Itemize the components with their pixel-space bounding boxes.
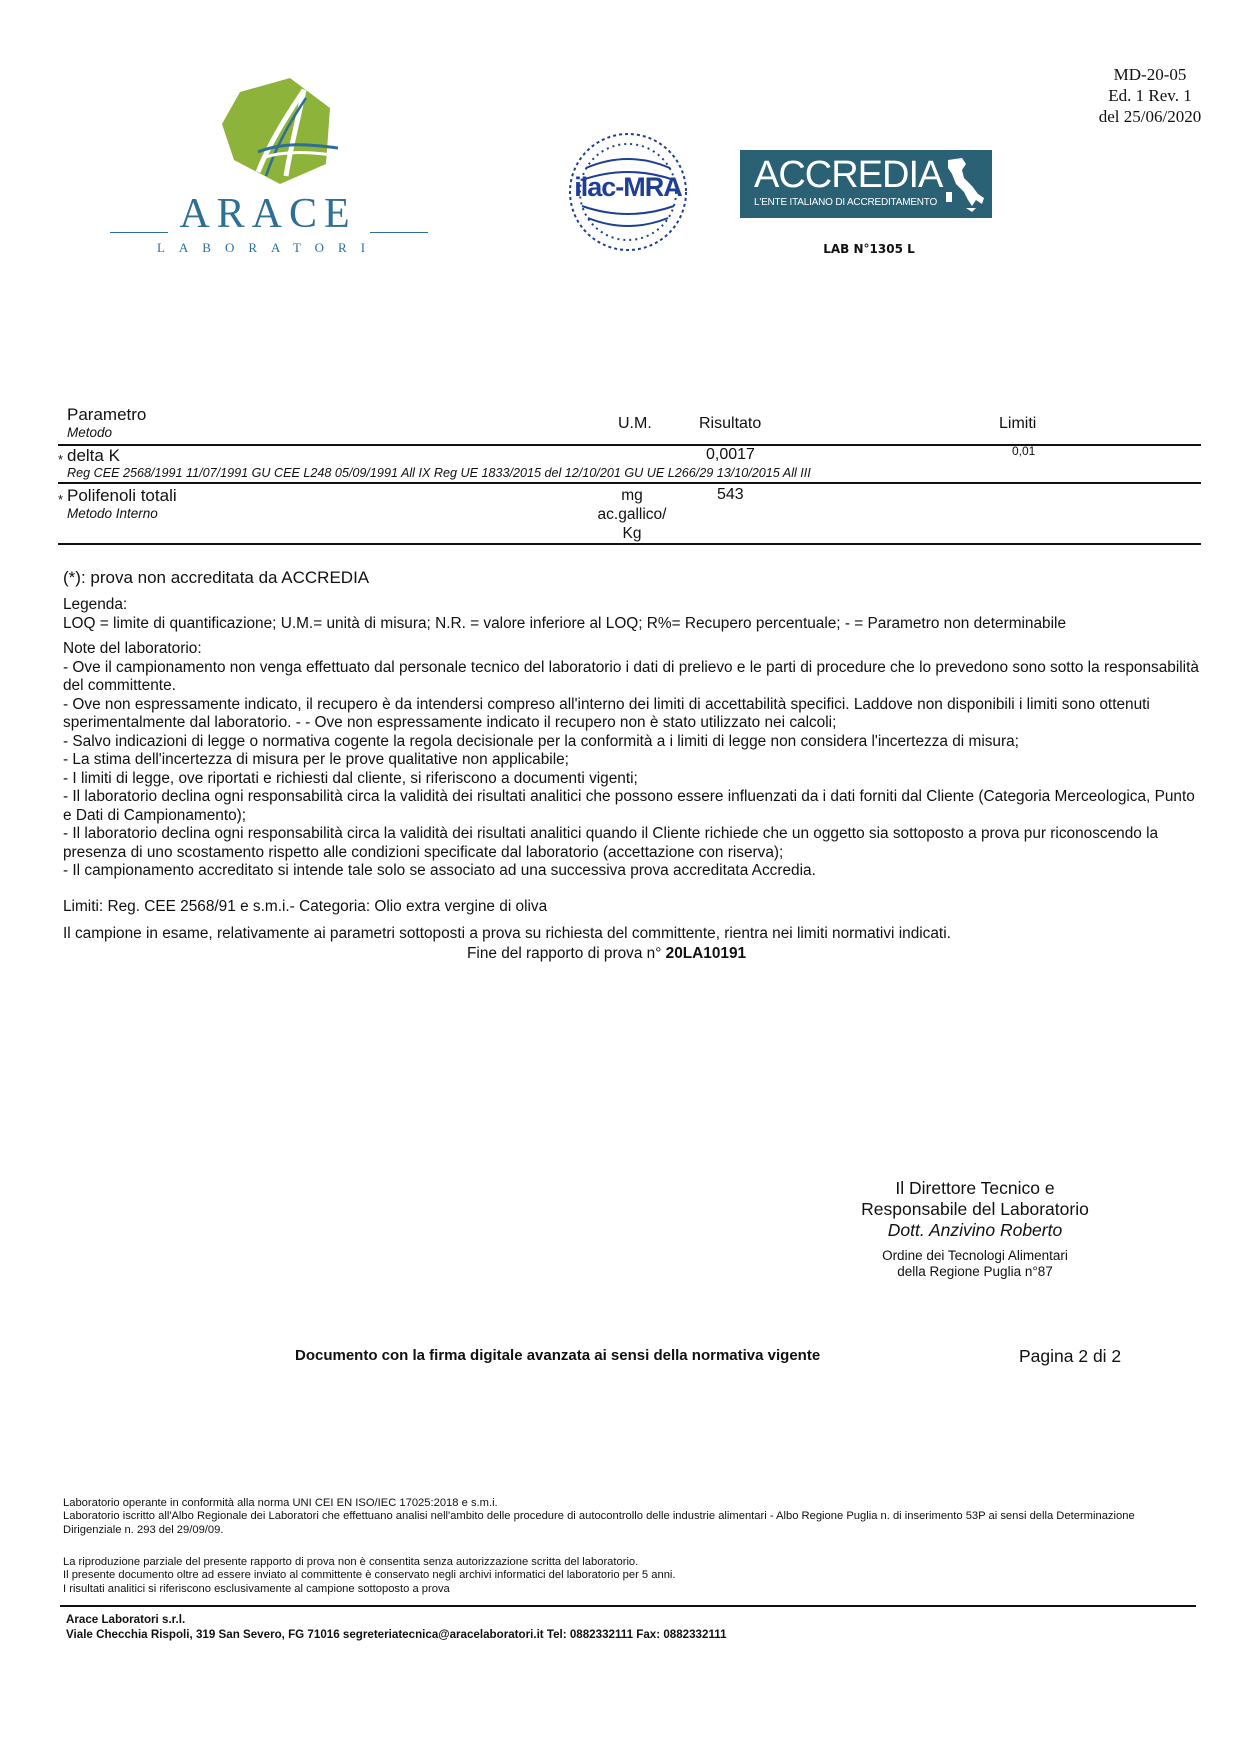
unit-of-measure (580, 486, 684, 543)
end-report-label: Fine del rapporto di prova n° (467, 945, 662, 962)
method-text: Reg CEE 2568/1991 11/07/1991 GU CEE L248 05/09/1991 All IX Reg UE 1833/2015 del 12/10/201 GU UE L266/29 13/10/2015 All III (67, 466, 811, 480)
result-value: 543 (717, 486, 744, 503)
header-um: U.M. (618, 415, 652, 432)
limits-line: Limiti: Reg. CEE 2568/91 e s.m.i.- Categoria: Olio extra vergine di oliva (63, 898, 548, 915)
company-address: Viale Checchia Rispoli, 319 San Severo, FG 71016 segreteriatecnica@aracelaboratori.it Tel: 0882332111 Fax: 0882332111 (66, 1628, 727, 1641)
ilac-mra-logo (566, 130, 690, 254)
legend (63, 596, 1203, 633)
accredia-tagline: L'ENTE ITALIANO DI ACCREDITAMENTO (754, 197, 938, 208)
footer-rule (60, 1605, 1196, 1607)
param-name: delta K (67, 446, 120, 465)
signatory-name: Dott. Anzivino Roberto (887, 1220, 1063, 1240)
arace-brand-name: ARACE (179, 191, 357, 237)
italy-map-icon (942, 156, 986, 214)
signature-role-line: Il Direttore Tecnico e (895, 1178, 1055, 1198)
arace-hexagon-icon (108, 72, 428, 190)
footer-line: Laboratorio iscritto all'Albo Regionale dei Laboratori che effettuano analisi nell'ambito delle procedure di autocontrollo delle industrie alimentari - Albo Regione Puglia n. di inserimento 53P ai sensi della Determinazione Dirigenziale n. 293 del 29/09/09. (63, 1510, 1135, 1536)
header-risultato: Risultato (699, 415, 762, 432)
lab-note-item: - Ove non espressamente indicato, il recupero è da intendersi compreso all'interno dei limiti di accettabilità specifici. Laddove non disponibili i limiti sono ottenuti sperimentalmente dal laboratorio. - - Ove non espressamente indicato il recupero non è stato utilizzato nei calcoli; (63, 695, 1150, 731)
param-name: Polifenoli totali (67, 486, 177, 505)
company-name: Arace Laboratori s.r.l. (66, 1613, 186, 1626)
footer-line: I risultati analitici si riferiscono esclusivamente al campione sottoposto a prova (63, 1582, 450, 1595)
report-number: 20LA10191 (665, 945, 747, 962)
lab-note-item: - Il campionamento accreditato si intende tale solo se associato ad una successiva prova accreditata Accredia. (63, 862, 816, 879)
arace-logo (108, 72, 428, 272)
footer-line: La riproduzione parziale del presente rapporto di prova non è consentita senza autorizzazione scritta del laboratorio. (63, 1556, 639, 1568)
header-limiti: Limiti (999, 415, 1037, 432)
signature-block (825, 1178, 1125, 1280)
header-parametro: Parametro (67, 405, 147, 424)
lab-note-item: - Salvo indicazioni di legge o normativa cogente la regola decisionale per la conformità a i limiti di legge non considera l'incertezza di misura; (63, 732, 1019, 750)
footer-company (66, 1612, 727, 1642)
unit-line: ac.gallico/ (597, 506, 667, 523)
limit-value: 0,01 (1012, 444, 1036, 458)
page-number: Pagina 2 di 2 (1019, 1346, 1122, 1366)
arace-brand-subtitle: LABORATORI (156, 240, 380, 255)
unit-line: mg (621, 487, 643, 504)
doc-edition-line: Ed. 1 Rev. 1 (1108, 86, 1192, 105)
lab-number: LAB N°1305 L (823, 242, 915, 256)
header-metodo: Metodo (67, 425, 113, 440)
footer-disclaimer (63, 1556, 1143, 1596)
row-rule (58, 482, 1201, 484)
method-text: Metodo Interno (67, 506, 158, 521)
signature-role-line: Responsabile del Laboratorio (861, 1199, 1089, 1219)
lab-notes (63, 640, 1203, 881)
professional-order-line: della Regione Puglia n°87 (897, 1264, 1053, 1279)
lab-notes-title: Note del laboratorio: (63, 640, 202, 657)
accreditation-note: (*): prova non accreditata da ACCREDIA (63, 568, 370, 587)
accredia-logo (740, 150, 992, 218)
document-code (1040, 64, 1240, 127)
legend-text: LOQ = limite di quantificazione; U.M.= unità di misura; N.R. = valore inferiore al LOQ; R%= Recupero percentuale; - = Parametro non determinabile (63, 614, 1067, 632)
lab-note-item: - Il laboratorio declina ogni responsabilità circa la validità dei risultati analitici quando il Cliente richiede che un oggetto sia sottoposto a prova pur riconoscendo la presenza di uno scostamento rispetto alle condizioni specificate dal laboratorio (accettazione con riserva); (63, 825, 1159, 861)
ilac-mra-text: ilac-MRA (574, 172, 682, 202)
unit-line: Kg (622, 525, 642, 542)
result-value: 0,0017 (706, 446, 755, 463)
table-bottom-rule (58, 543, 1201, 545)
digital-signature-note: Documento con la firma digitale avanzata ai sensi della normativa vigente (295, 1347, 821, 1364)
footer-compliance (63, 1497, 1143, 1537)
not-accredited-star: * (58, 492, 64, 507)
legend-title: Legenda: (63, 596, 128, 613)
doc-code-line: MD-20-05 (1113, 65, 1187, 84)
not-accredited-star: * (58, 452, 64, 467)
conclusion-text: Il campione in esame, relativamente ai parametri sottoposti a prova su richiesta del committente, rientra nei limiti normativi indicati. (63, 925, 951, 942)
accredia-name: ACCREDIA (754, 154, 943, 196)
professional-order-line: Ordine dei Tecnologi Alimentari (882, 1248, 1068, 1263)
end-of-report (467, 945, 746, 964)
footer-line: Laboratorio operante in conformità alla norma UNI CEI EN ISO/IEC 17025:2018 e s.m.i. (63, 1497, 498, 1509)
lab-note-item: - I limiti di legge, ove riportati e richiesti dal cliente, si riferiscono a documenti vigenti; (63, 769, 638, 787)
lab-note-item: - Il laboratorio declina ogni responsabilità circa la validità dei risultati analitici che possono essere influenzati da i dati forniti dal Cliente (Categoria Merceologica, Punto e Dati di Campionamento); (63, 788, 1195, 824)
doc-date-line: del 25/06/2020 (1098, 107, 1202, 126)
footer-line: Il presente documento oltre ad essere inviato al committente è conservato negli archivi informatici del laboratorio per 5 anni. (63, 1569, 676, 1582)
lab-note-item: - Ove il campionamento non venga effettuato dal personale tecnico del laboratorio i dati di prelievo e le parti di procedure che lo prevedono sono sotto la responsabilità del committente. (63, 658, 1199, 694)
lab-note-item: - La stima dell'incertezza di misura per le prove qualitative non applicabile; (63, 751, 569, 768)
